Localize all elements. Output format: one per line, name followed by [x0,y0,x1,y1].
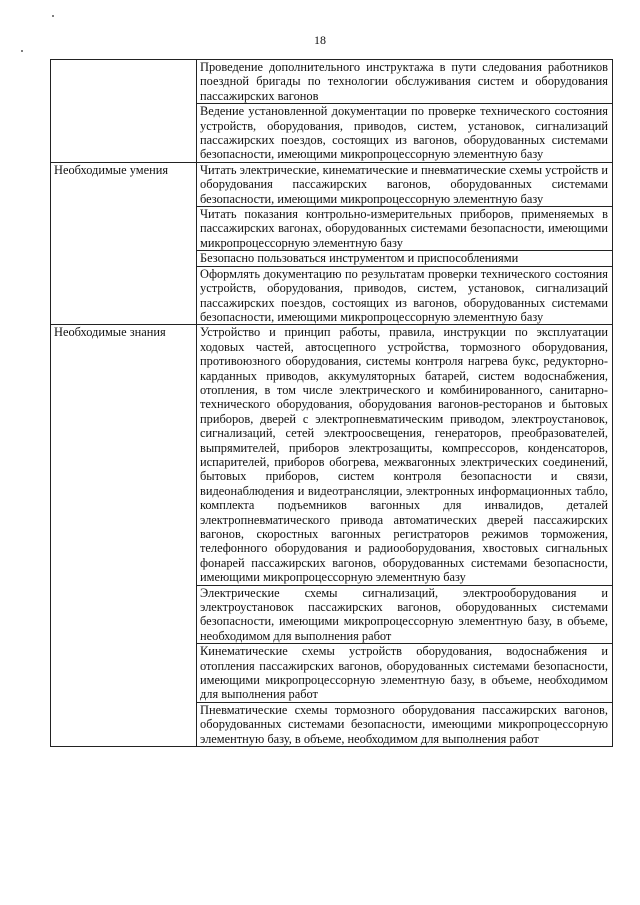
page-number: 18 [314,33,326,47]
table-cell: Безопасно пользоваться инструментом и приспособлениями [197,251,613,266]
table-row [51,325,613,585]
table-cell: Электрические схемы сигнализаций, электрооборудования и электроустановок пассажирских вагонов, оборудованных системами безопасности, имеющими микропроцессорную элементную базу, в объеме, необходимом для выполнения работ [197,585,613,644]
table-cell: Устройство и принцип работы, правила, инструкции по эксплуатации ходовых частей, автосцепного устройства, тормозного оборудования, противоюзного оборудования, системы контроля нагрева букс, редукторно-карданных приводов, аккумуляторных батарей, систем водоснабжения, отопления, в том числе электрического и комбинированного, санитарно-технического оборудования, оборудования вагонов-ресторанов и бытовых приборов, дверей с электропневматическим приводом, электроустановок, сигнализаций, сетей электроосвещения, генераторов, преобразователей, выпрямителей, приборов электрозащиты, компрессоров, конденсаторов, испарителей, приборов обогрева, межвагонных электрических соединений, бытовых приборов, систем контроля безопасности и связи, видеонаблюдения и видеотрансляции, электронных информационных табло, комплекта подъемников вагонных для инвалидов, деталей электропневматического привода автоматических дверей пассажирских вагонов, скоростных вагонных регистраторов режимов торможения, телефонного оборудования и радиооборудования, хвостовых сигнальных фонарей пассажирских вагонов, оборудованных системами безопасности, имеющими микропроцессорную элементную базу [197,325,613,585]
scan-speck [21,50,23,52]
table-cell: Читать показания контрольно-измерительных приборов, применяемых в пассажирских вагонах, оборудованных системами безопасности, имеющими микропроцессорную элементную базу [197,207,613,251]
table-cell: Оформлять документацию по результатам проверки технического состояния устройств, оборудования, приводов, систем, установок, сигнализаций пассажирских поездов, состоящих из вагонов, оборудованных системами безопасности, имеющими микропроцессорную элементную базу [197,266,613,325]
table-row [51,162,613,206]
table-cell: Ведение установленной документации по проверке технического состояния устройств, оборудования, приводов, систем, установок, сигнализаций пассажирских поездов, состоящих из вагонов, оборудованных системами безопасности, имеющими микропроцессорную элементную базу [197,104,613,163]
table-cell: Кинематические схемы устройств оборудования, водоснабжения и отопления пассажирских вагонов, оборудованных системами безопасности, имеющими микропроцессорную элементную базу, в объеме, необходимом для выполнения работ [197,644,613,703]
table-cell: Проведение дополнительного инструктажа в пути следования работников поездной бригады по технологии обслуживания систем и оборудования пассажирских вагонов [197,60,613,104]
row-label-knowledge: Необходимые знания [51,325,197,747]
row-label-skills: Необходимые умения [51,162,197,324]
competency-table [50,59,613,747]
row-label-empty [51,60,197,163]
table-row [51,60,613,104]
scan-speck [52,15,54,17]
table-cell: Пневматические схемы тормозного оборудования пассажирских вагонов, оборудованных системами безопасности, имеющими микропроцессорную элементную базу, в объеме, необходимом для выполнения работ [197,702,613,746]
table-cell: Читать электрические, кинематические и пневматические схемы устройств и оборудования пассажирских вагонов, оборудованных системами безопасности, имеющими микропроцессорную элементную базу [197,162,613,206]
